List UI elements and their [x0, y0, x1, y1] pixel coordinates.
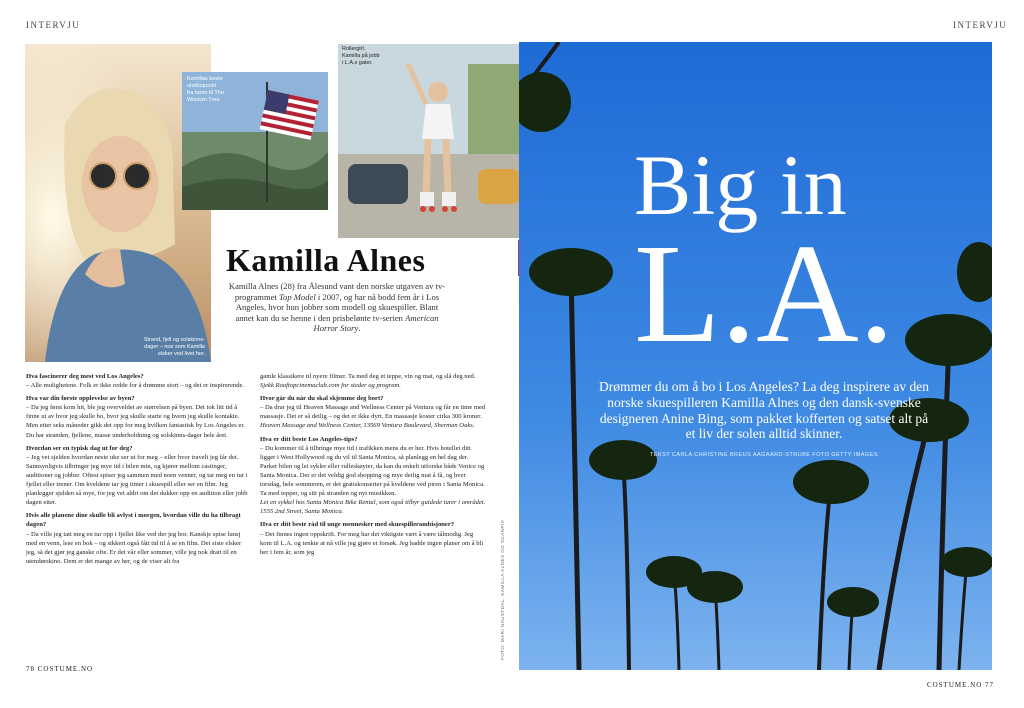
answer: – Da drar jeg til Heaven Massage and Wellness Center på Ventura og får en time med massasje. Det er så deilig – og det er ikke dyrt. En massasje koster cirka 300 kroner.	[260, 404, 486, 421]
answer: – Da jeg først kom hit, ble jeg overveldet av størrelsen på byen. Det tok litt tid å finne ut av hvor jeg skulle bo, hvor jeg skulle starte og hvem jeg skulle kontakte. Men etter seks måneder gikk det opp for meg hvilken fantastisk by Los Angeles er. Du har stranden, fjellene, masse underholdning og solskinns-dager hele året.	[26, 404, 245, 439]
question: Hva er ditt beste råd til unge mennesker med skuespillerambisjoner?	[260, 521, 455, 529]
qa-block	[26, 394, 251, 439]
answer: – Det finnes ingen oppskrift. For meg har det viktigste vært å være tålmodig. Jeg kom til L.A. og tenkte at nå ville jeg gjøre et forsøk. Jeg hadde ingen planer om å bli her i fem år, som jeg	[260, 530, 484, 556]
flag-caption: Kamillas beste utsiktspunkt fra turen til The Wisdom Tree.	[187, 76, 224, 103]
photo-credit-vertical: FOTO: MARI NAUSTDAL, KAMILLA ALNES OG SCANPIX	[500, 519, 505, 660]
answer: – Jeg vet sjelden hvordan neste uke ser ut for meg – eller hvor travelt jeg får det. Sannsynligvis tilbringer jeg mye tid i bilen min, og kjører mellom castinger, auditioner og jobber. Oftest spiser jeg sammen med noen venner, og tar meg en tur i fjellet eller trener. Om kveldene tar jeg timer i skuespill eller ser en film. Jeg planlegger sjelden så mye, for jeg vet aldri om det dukker opp en audition eller jobb dagen etter.	[26, 453, 248, 507]
skate-photo	[338, 44, 520, 238]
qa-block	[260, 520, 486, 556]
page-number-left: 78 COSTUME.NO	[26, 665, 94, 673]
interview-column-2	[260, 372, 486, 662]
feature-title-line-2: L.A.	[634, 214, 895, 372]
intro-show-name: Top Model	[279, 291, 316, 302]
intro-text-2: i 2007, og har nå bodd fem år i Los Angeles, hvor hun jobber som modell og skuespiller. Blant annet kan du se henne i den prisbelønte tv-serien	[235, 291, 440, 323]
question: Hvis alle planene dine skulle bli avlyst i morgen, hvordan ville du ha tilbragt dagen?	[26, 512, 241, 529]
qa-block	[26, 511, 251, 566]
tip-text: Lei en sykkel hos Santa Monica Bike Rental, som også tilbyr guidede turer i området. 1555 2nd Street, Santa Monica.	[260, 499, 486, 516]
section-label-left: INTERVJU	[26, 20, 81, 30]
feature-dek: Drømmer du om å bo i Los Angeles? La deg inspirere av den norske skuespilleren Kamilla Alnes og den dansk-svenske designeren Anine Bing, som pakket kofferten og satset alt på et liv der solen alltid skinner.	[599, 379, 929, 442]
qa-block	[26, 372, 251, 390]
intro-paragraph	[228, 281, 446, 334]
qa-block	[26, 444, 251, 508]
intro-text-1: Kamilla Alnes (28) fra Ålesund vant den norske utgaven av tv-programmet	[228, 281, 446, 302]
intro-text-3: .	[358, 323, 361, 334]
answer: – Du kommer til å tilbringe mye tid i trafikken mens du er her. Hvis hotellet ditt ligger i West Hollywood og du vil til Santa Monica, så planlegg en hel dag der. Parker bilen og lei sykler eller rulleskøyter, da kan du enkelt utforske både Venice og Santa Monica. Der er det veldig god shopping og mye deilig mat å få, og hver torsdag, hele sommeren, er det gratiskonserter på kveldene ved piren i Santa Monica. Ta med tepper, og sitt på stranden og nyt musikken.	[260, 444, 485, 498]
tip-text: Heaven Massage and Wellness Center, 13569 Ventura Boulevard, Sherman Oaks.	[260, 422, 475, 430]
intro-series-name: American Horror Story	[313, 312, 439, 334]
page-number-right: COSTUME.NO 77	[926, 681, 994, 689]
feature-title-line-1: Big in	[634, 137, 847, 233]
answer: – Da ville jeg tatt meg en tur opp i fjellet like ved der jeg bor. Kanskje spise lunsj med en venn, lese en bok – og sikkert også fått tid til å se en film. Det siste elsker jeg, så det gjør jeg ganske ofte. Er det vår eller sommer, ville jeg nok dratt til en utendørskino. Dem er det mange av her, og de viser alt fra	[26, 530, 242, 565]
skate-caption: Rollergirl. Kamilla på jobb i L.A.s gater.	[342, 46, 380, 66]
interview-column-1	[26, 372, 251, 662]
question: Hva er ditt beste Los Angeles-tips?	[260, 435, 358, 443]
interviewee-name: Kamilla Alnes	[226, 242, 426, 278]
qa-block	[260, 435, 486, 517]
question: Hvor går du når du skal skjemme deg bort?	[260, 395, 384, 403]
skate-illustration	[338, 44, 520, 238]
qa-block	[260, 394, 486, 430]
question: Hva fascinerer deg mest ved Los Angeles?	[26, 373, 144, 380]
question: Hvordan ser en typisk dag ut for deg?	[26, 444, 133, 452]
question: Hva var din første opplevelse av byen?	[26, 395, 135, 403]
tip-text: Sjekk Rooftopcinemaclub.com for steder og program.	[260, 382, 401, 390]
flag-photo	[182, 72, 328, 210]
section-label-right: INTERVJU	[953, 20, 1008, 30]
answer-continued: gamle klassikere til nyere filmer. Ta med deg et teppe, vin og mat, og slå deg ned.	[260, 373, 476, 380]
answer: – Alle mulighetene. Folk er ikke redde for å drømme stort – og det er inspirerende.	[26, 382, 245, 390]
feature-credits: TEKST CARLA CHRISTINE BREUS AAGAARD-STRUBE FOTO GETTY IMAGES	[650, 452, 878, 458]
portrait-caption: Strand, fjell og solskinns- dager – noe som Kamilla elsker ved livet her.	[143, 337, 205, 358]
